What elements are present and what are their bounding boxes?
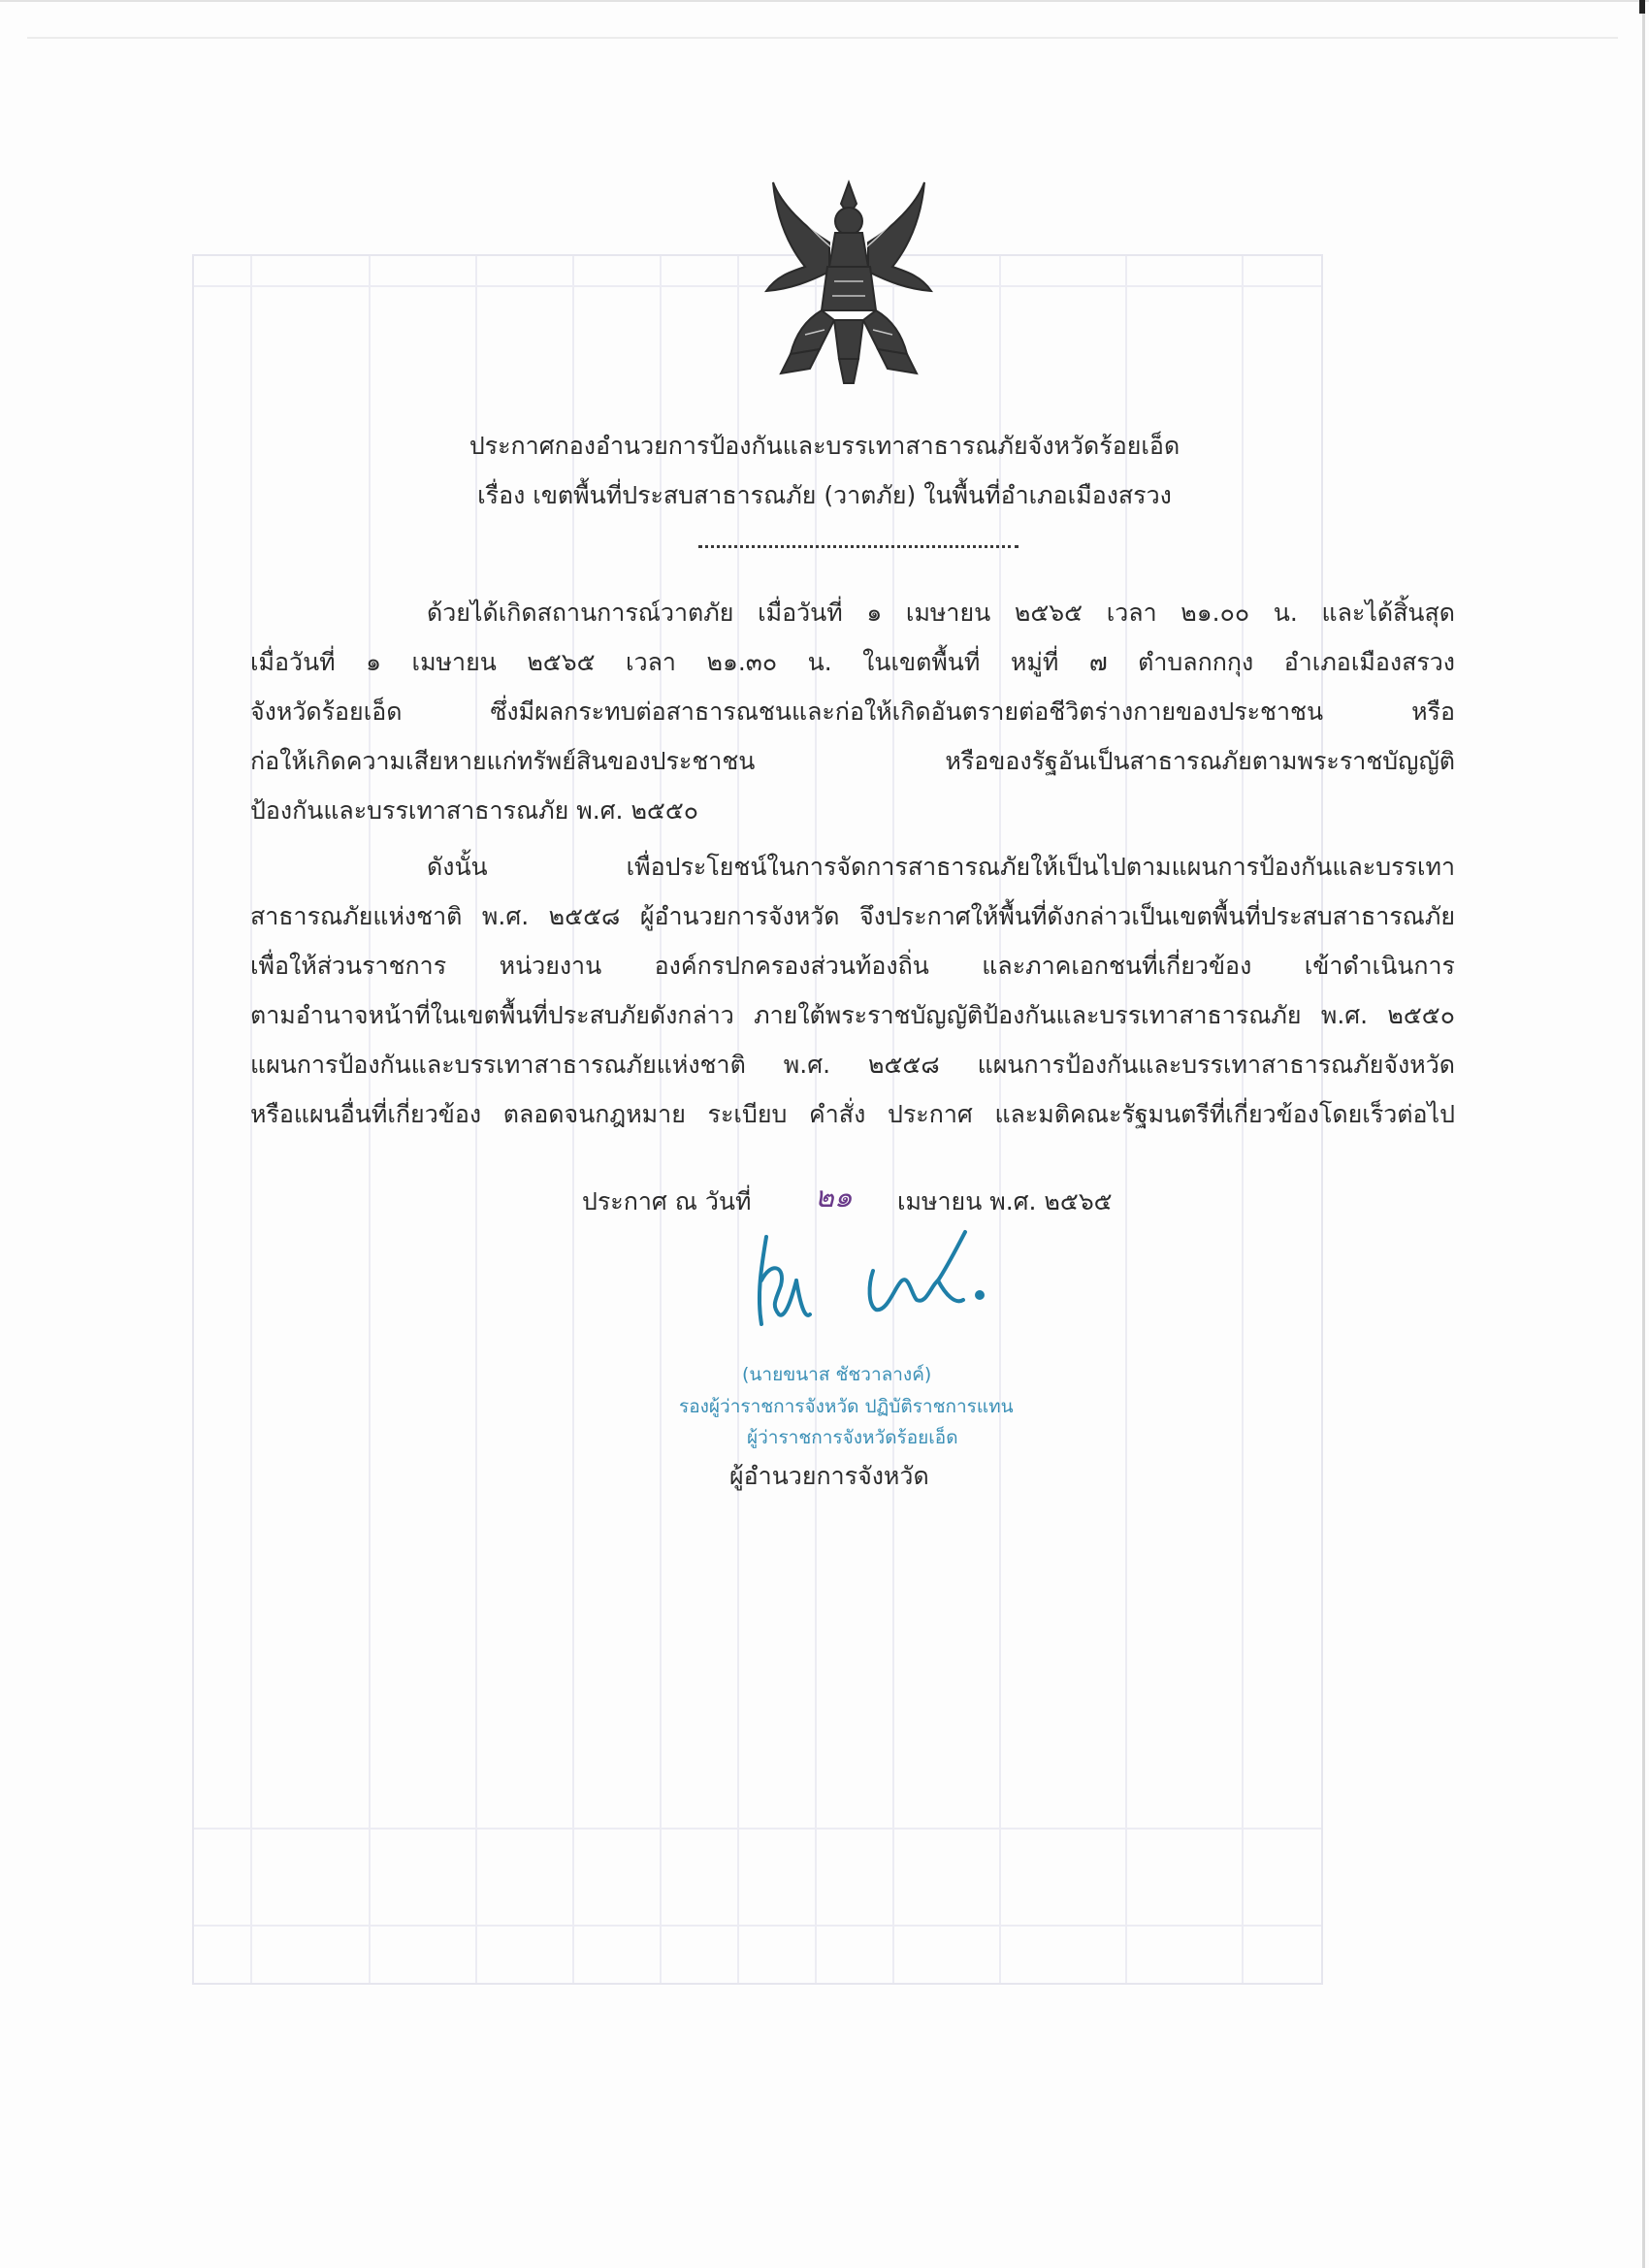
announcement-subject: เรื่อง เขตพื้นที่ประสบสาธารณภัย (วาตภัย) ในพื้นที่อำเภอเมืองสรวง	[477, 481, 1172, 509]
para1-line-2: เมื่อวันที่ ๑ เมษายน ๒๕๖๕ เวลา ๒๑.๓๐ น. ในเขตพื้นที่ หมู่ที่ ๗ ตำบลกกกุง อำเภอเมืองสรวง	[250, 648, 1455, 676]
announcement-title: ประกาศกองอำนวยการป้องกันและบรรเทาสาธารณภัยจังหวัดร้อยเอ็ด	[469, 432, 1180, 460]
para1-line-1: ด้วยได้เกิดสถานการณ์วาตภัย เมื่อวันที่ ๑ เมษายน ๒๕๖๕ เวลา ๒๑.๐๐ น. และได้สิ้นสุด	[427, 599, 1455, 627]
signature-stamp-name: (นายขนาส ชัชวาลางค์)	[742, 1364, 932, 1385]
para2-line-3: เพื่อให้ส่วนราชการ หน่วยงาน องค์กรปกครองส่วนท้องถิ่น และภาคเอกชนที่เกี่ยวข้อง เข้าดำเนินการ	[250, 952, 1455, 980]
para2-line-1: ดังนั้น เพื่อประโยชน์ในการจัดการสาธารณภัยให้เป็นไปตามแผนการป้องกันและบรรเทา	[427, 853, 1455, 881]
signatory-title: ผู้อำนวยการจังหวัด	[729, 1462, 929, 1490]
para1-line-5: ป้องกันและบรรเทาสาธารณภัย พ.ศ. ๒๕๕๐	[250, 796, 699, 825]
para2-line-6: หรือแผนอื่นที่เกี่ยวข้อง ตลอดจนกฎหมาย ระเบียบ คำสั่ง ประกาศ และมติคณะรัฐมนตรีที่เกี่ยวข้องโดยเร็วต่อไป	[250, 1100, 1455, 1128]
para2-line-2: สาธารณภัยแห่งชาติ พ.ศ. ๒๕๕๘ ผู้อำนวยการจังหวัด จึงประกาศให้พื้นที่ดังกล่าวเป็นเขตพื้นที่ประสบสาธารณภัย	[250, 902, 1455, 930]
para1-line-3: จังหวัดร้อยเอ็ด ซึ่งมีผลกระทบต่อสาธารณชนและก่อให้เกิดอันตรายต่อชีวิตร่างกายของประชาชน หรือ	[250, 697, 1455, 726]
signature-image	[732, 1227, 1023, 1334]
header-divider	[698, 545, 1018, 548]
scan-edge	[27, 37, 1618, 39]
para2-line-4: ตามอำนาจหน้าที่ในเขตพื้นที่ประสบภัยดังกล่าว ภายใต้พระราชบัญญัติป้องกันและบรรเทาสาธารณภัย พ.ศ. ๒๕๕๐	[250, 1001, 1455, 1029]
garuda-emblem-icon	[752, 175, 946, 388]
para1-line-4: ก่อให้เกิดความเสียหายแก่ทรัพย์สินของประชาชน หรือของรัฐอันเป็นสาธารณภัยตามพระราชบัญญัติ	[250, 747, 1455, 775]
page-corner-mark	[1639, 0, 1645, 14]
signature-stamp-position: รองผู้ว่าราชการจังหวัด ปฏิบัติราชการแทน	[679, 1396, 1014, 1417]
announcement-date-prefix: ประกาศ ณ วันที่	[582, 1187, 752, 1215]
announcement-date-month-year: เมษายน พ.ศ. ๒๕๖๕	[897, 1187, 1113, 1215]
signature-stamp-position-2: ผู้ว่าราชการจังหวัดร้อยเอ็ด	[747, 1427, 958, 1448]
announcement-date-day: ๒๑	[815, 1181, 853, 1215]
page-edge-top	[0, 0, 1649, 2]
para2-line-5: แผนการป้องกันและบรรเทาสาธารณภัยแห่งชาติ พ.ศ. ๒๕๕๘ แผนการป้องกันและบรรเทาสาธารณภัยจังหวัด	[250, 1051, 1455, 1079]
page-edge-right	[1642, 0, 1645, 2268]
